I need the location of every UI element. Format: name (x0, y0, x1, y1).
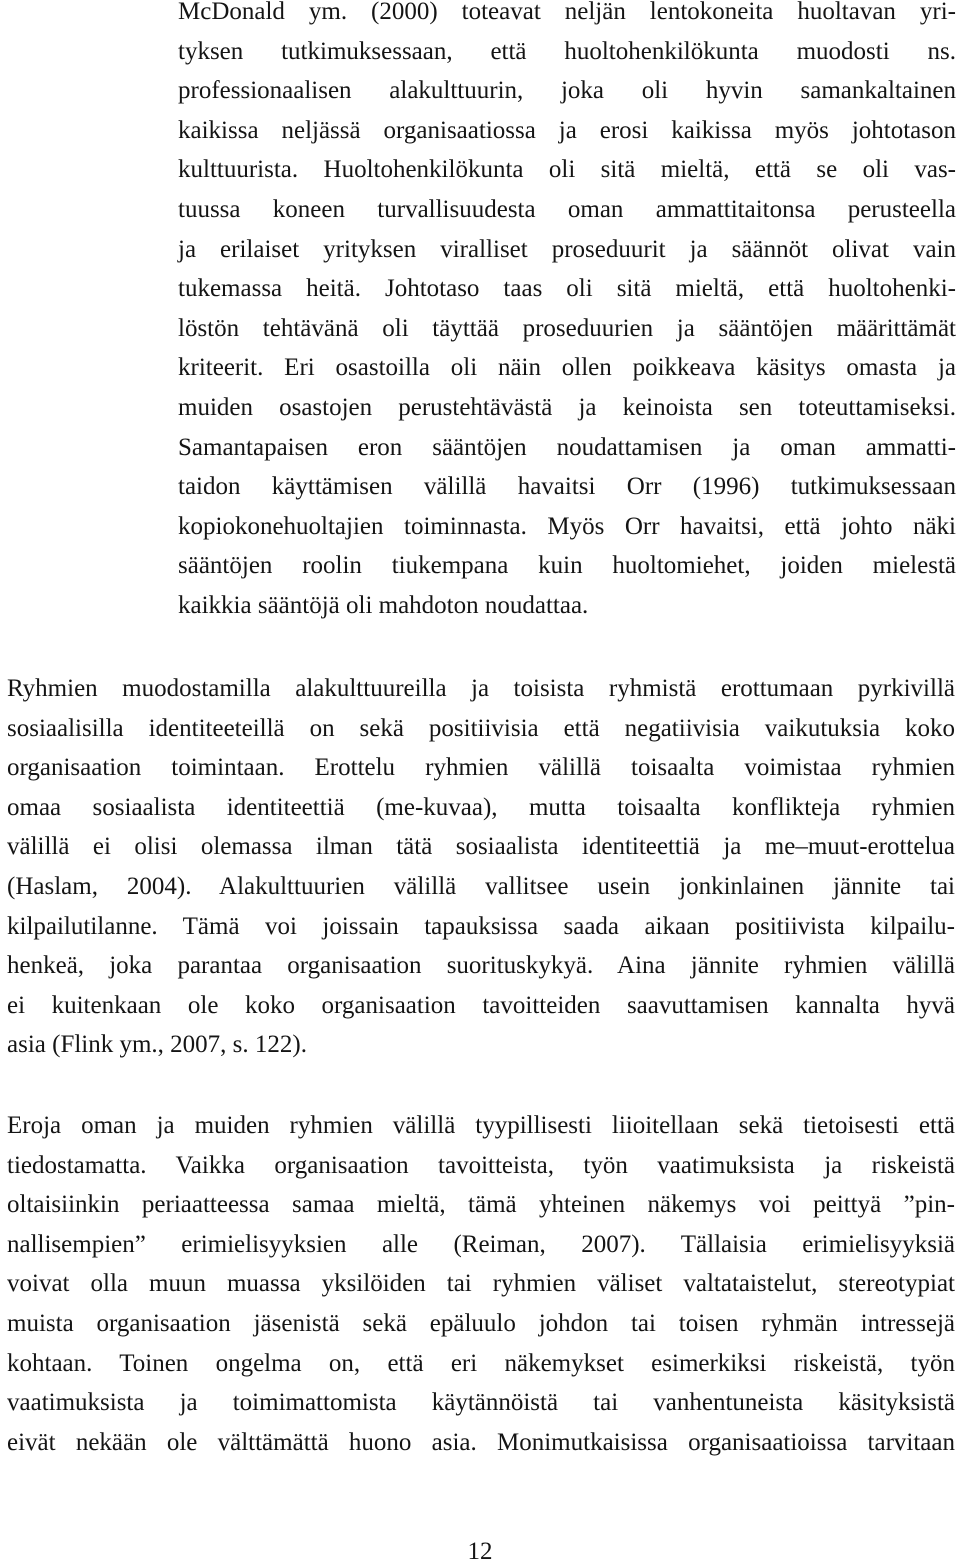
quote-line: professionaalisen alakulttuurin, joka oli hyvin samankaltainen (178, 77, 956, 105)
paragraph-line: vaatimuksista ja toimimattomista käytännöistä tai vanhentuneista käsityksistä (7, 1389, 955, 1417)
block-quote (178, 0, 956, 626)
quote-line: Samantapaisen eron sääntöjen noudattamisen ja oman ammatti- (178, 433, 956, 461)
quote-line: kulttuurista. Huoltohenkilökunta oli sitä mieltä, että se oli vas- (178, 156, 956, 184)
quote-line: kaikkia sääntöjä oli mahdoton noudattaa. (178, 591, 589, 619)
quote-line: kopiokonehuoltajien toiminnasta. Myös Orr havaitsi, että johto näki (178, 512, 956, 540)
paragraph-line: organisaation toimintaan. Erottelu ryhmien välillä toisaalta voimistaa ryhmien (7, 754, 955, 782)
paragraph-line: oltaisiinkin periaatteessa samaa mieltä, tämä yhteinen näkemys voi peittyä ”pin- (7, 1191, 955, 1219)
quote-line: sääntöjen roolin tiukempana kuin huoltomiehet, joiden mielestä (178, 552, 956, 580)
paragraph-line: asia (Flink ym., 2007, s. 122). (7, 1031, 307, 1059)
quote-line: taidon käyttämisen välillä havaitsi Orr (1996) tutkimuksessaan (178, 473, 956, 501)
paragraph-line: Eroja oman ja muiden ryhmien välillä tyypillisesti liioitellaan sekä tietoisesti että (7, 1112, 955, 1139)
paragraph-line: (Haslam, 2004). Alakulttuurien välillä vallitsee usein jonkinlainen jännite tai (7, 872, 955, 900)
paragraph-line: voivat olla muun muassa yksilöiden tai ryhmien väliset valtataistelut, stereotypiat (7, 1270, 955, 1298)
paragraph-line: henkeä, joka parantaa organisaation suorituskykyä. Aina jännite ryhmien välillä (7, 952, 955, 980)
quote-line: kriteerit. Eri osastoilla oli näin ollen poikkeava käsitys omasta ja (178, 354, 956, 382)
paragraph-line: sosiaalisilla identiteeteillä on sekä positiivisia että negatiivisia vaikutuksia koko (7, 714, 955, 742)
paragraph-line: eivät nekään ole välttämättä huono asia. Monimutkaisissa organisaatioissa tarvitaan (7, 1428, 955, 1456)
paragraph-line: kohtaan. Toinen ongelma on, että eri näkemykset esimerkiksi riskeistä, työn (7, 1349, 955, 1377)
paragraph-line: kilpailutilanne. Tämä voi joissain tapauksissa saada aikaan positiivista kilpailu- (7, 912, 955, 940)
paragraph-line: Ryhmien muodostamilla alakulttuureilla ja toisista ryhmistä erottumaan pyrkivillä (7, 675, 955, 702)
quote-line: tukemassa heitä. Johtotaso taas oli sitä mieltä, että huoltohenki- (178, 275, 956, 303)
quote-line: muiden osastojen perustehtävästä ja keinoista sen toteuttamiseksi. (178, 393, 956, 421)
paragraph-line: tiedostamatta. Vaikka organisaation tavoitteista, työn vaatimuksista ja riskeistä (7, 1151, 955, 1179)
quote-line: kaikissa neljässä organisaatiossa ja erosi kaikissa myös johtotason (178, 116, 956, 144)
page-number: 12 (467, 1538, 493, 1565)
quote-line: tuussa koneen turvallisuudesta oman ammattitaitonsa perusteella (178, 195, 956, 223)
paragraph-line: muista organisaation jäsenistä sekä epäluulo johdon tai toisen ryhmän intressejä (7, 1309, 955, 1337)
quote-line: McDonald ym. (2000) toteavat neljän lentokoneita huoltavan yri- (178, 0, 956, 25)
body-paragraph-1 (7, 669, 955, 1065)
paragraph-line: nallisempien” erimielisyyksien alle (Reiman, 2007). Tällaisia erimielisyyksiä (7, 1230, 955, 1258)
paragraph-line: välillä ei olisi olemassa ilman tätä sosiaalista identiteettiä ja me–muut-erottelua (7, 833, 955, 861)
paragraph-line: omaa sosiaalista identiteettiä (me-kuvaa), mutta toisaalta konflikteja ryhmien (7, 793, 955, 821)
quote-line: tyksen tutkimuksessaan, että huoltohenkilökunta muodosti ns. (178, 37, 956, 65)
paragraph-line: ei kuitenkaan ole koko organisaation tavoitteiden saavuttamisen kannalta hyvä (7, 991, 955, 1019)
quote-line: löstön tehtävänä oli täyttää proseduurien ja sääntöjen määrittämät (178, 314, 956, 342)
body-paragraph-2 (7, 1106, 955, 1462)
quote-line: ja erilaiset yrityksen viralliset proseduurit ja säännöt olivat vain (178, 235, 956, 263)
